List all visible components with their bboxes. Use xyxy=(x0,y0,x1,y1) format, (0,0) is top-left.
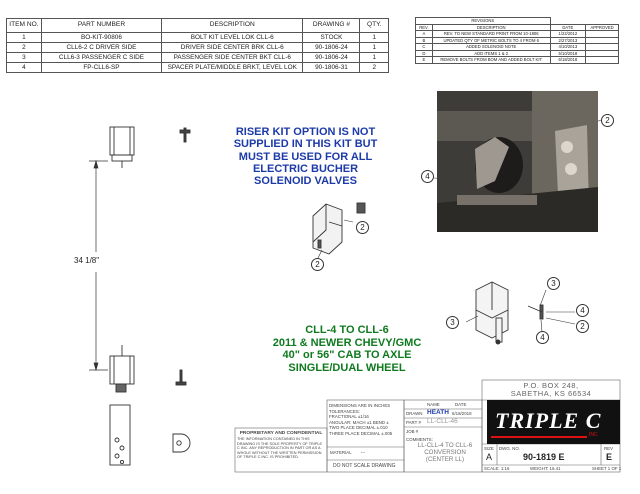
parts-table-cell: 1 xyxy=(360,43,389,53)
revision-cell: REMOVE BOLTS FROM BOM AND ADDED BOLT KIT xyxy=(432,57,550,64)
company-logo xyxy=(487,400,620,444)
do-not-scale: DO NOT SCALE DRAWING xyxy=(333,463,396,469)
header-qty: QTY. xyxy=(360,19,389,33)
balloon-photo-left: 4 xyxy=(421,170,434,183)
sheet-text: SHEET 1 OF 1 xyxy=(592,466,622,471)
parts-table-cell: 2 xyxy=(360,63,389,73)
proprietary-text: THE INFORMATION CONTAINED IN THIS DRAWING IS THE SOLE PROPERTY OF TRIPLE C INC. ANY REPRODUCTION IN PART OR AS A WHOLE WITHOUT THE WRITTEN PERMISSION OF TRIPLE C INC. IS PROHIBITED. xyxy=(237,437,323,460)
dwg-no-label: DWG. NO. xyxy=(499,446,520,451)
revision-cell: C xyxy=(416,44,433,51)
parts-table-cell: BOLT KIT LEVEL LOK CLL-6 xyxy=(162,33,303,43)
revision-cell: A xyxy=(416,31,433,38)
header-part-number: PART NUMBER xyxy=(41,19,161,33)
header-description: DESCRIPTION xyxy=(162,19,303,33)
balloon-assembly-right-top: 4 xyxy=(576,304,589,317)
tolerance-line: TOLERANCES: xyxy=(329,408,360,414)
parts-table-cell: STOCK xyxy=(303,33,360,43)
revision-cell: E xyxy=(416,57,433,64)
rev-label: REV xyxy=(604,446,614,451)
revision-title: REVISIONS xyxy=(416,18,551,25)
tolerance-line: TWO PLACE DECIMAL ±.010 xyxy=(329,425,388,431)
parts-table-cell: 1 xyxy=(7,33,42,43)
parts-table-cell: BO-KIT-90806 xyxy=(41,33,161,43)
material-value: --- xyxy=(360,450,366,455)
revision-cell: 2/27/2013 xyxy=(550,37,586,44)
bottom-bolt-drawing xyxy=(176,370,186,385)
revision-cell: UPDATED QTY OF METRIC BOLTS TO 4 FROM 6 xyxy=(432,37,550,44)
rev-header-rev: REV. xyxy=(416,24,433,31)
riser-note-line-4: ELECTRIC BUCHER xyxy=(252,162,359,175)
rev-header-description: DESCRIPTION xyxy=(432,24,550,31)
rev-value: E xyxy=(606,452,613,462)
installation-photo xyxy=(437,91,598,232)
riser-note-line-2: SUPPLIED IN THIS KIT BUT xyxy=(233,138,378,151)
revision-cell: B xyxy=(416,37,433,44)
company-address xyxy=(482,382,620,398)
parts-table-cell: 3 xyxy=(7,53,42,63)
part-label: PART # xyxy=(406,420,421,425)
balloon-assembly-left: 3 xyxy=(446,316,459,329)
top-bolt-drawing xyxy=(180,128,190,142)
parts-table-cell: CLL6-2 C DRIVER SIDE xyxy=(41,43,161,53)
date-label: DATE xyxy=(455,402,467,407)
tolerance-line: DIMENSIONS ARE IN INCHES xyxy=(329,403,391,408)
drawing-title-line: LL-CLL-4 TO CLL-6 xyxy=(417,442,473,449)
material-row xyxy=(330,450,365,455)
proprietary-title: PROPRIETARY AND CONFIDENTIAL xyxy=(239,431,323,436)
drawing-title xyxy=(410,442,480,463)
parts-table-cell: 4 xyxy=(7,63,42,73)
revision-cell: 5/10/2018 xyxy=(550,50,586,57)
address-line-2: SABETHA, KS 66534 xyxy=(510,389,592,398)
balloon-photo-right: 2 xyxy=(601,114,614,127)
revision-cell: 4/10/2013 xyxy=(550,44,586,51)
parts-table-cell: SPACER PLATE/MIDDLE BRKT, LEVEL LOK xyxy=(162,63,303,73)
application-note xyxy=(258,324,436,374)
material-label: MATERIAL xyxy=(330,450,352,455)
revision-cell: 1/22/2012 xyxy=(550,31,586,38)
proprietary-block xyxy=(237,431,325,460)
tolerance-line: ANGULAR: MACH ±1 BEND ± xyxy=(329,419,389,425)
revision-cell: D xyxy=(416,50,433,57)
top-bracket-drawing xyxy=(110,127,134,168)
scale-text: SCALE: 1:16 xyxy=(484,466,510,471)
riser-note-line-1: RISER KIT OPTION IS NOT xyxy=(235,126,376,138)
drawn-date: 6/18/2018 xyxy=(452,411,472,416)
application-note-line-1: CLL-4 TO CLL-6 xyxy=(305,324,389,336)
balloon-riser-bottom: 2 xyxy=(311,258,324,271)
dimension-line xyxy=(89,161,108,370)
revision-cell: ADD ITEMS 1 & 2 xyxy=(432,50,550,57)
parts-table-cell: PASSENGER SIDE CENTER BKT CLL-6 xyxy=(162,53,303,63)
balloon-assembly-top: 3 xyxy=(547,277,560,290)
header-item-no: ITEM NO. xyxy=(7,19,42,33)
dimension-label: 34 1/8" xyxy=(74,256,100,265)
company-suffix: INC xyxy=(589,432,598,438)
size-label: SIZE xyxy=(484,446,494,451)
drawing-title-line: (CENTER LL) xyxy=(425,456,465,463)
tolerance-block xyxy=(329,403,402,437)
parts-table-cell: DRIVER SIDE CENTER BRK CLL-6 xyxy=(162,43,303,53)
tolerance-line: THREE PLACE DECIMAL ±.005 xyxy=(329,430,393,436)
parts-table-cell: 90-1806-31 xyxy=(303,63,360,73)
parts-table-cell: FP-CLL6-SP xyxy=(41,63,161,73)
balloon-riser-top: 2 xyxy=(356,221,369,234)
photo-illustration xyxy=(437,91,598,232)
drawn-name: HEATH xyxy=(427,409,449,416)
rev-header-date: DATE xyxy=(550,24,586,31)
balloon-assembly-bottom: 4 xyxy=(536,331,549,344)
job-label: JOB # xyxy=(406,429,419,434)
revision-cell: REV. TO NEW STANDARD PRINT FROM 10-1806 xyxy=(432,31,550,38)
company-name: TRIPLE C xyxy=(495,408,602,433)
parts-table-cell: 90-1806-24 xyxy=(303,43,360,53)
drawn-label: DRAWN xyxy=(406,411,423,416)
parts-table-cell: CLL6-3 PASSENGER C SIDE xyxy=(41,53,161,63)
application-note-line-2: 2011 & NEWER CHEVY/GMC xyxy=(272,336,422,349)
small-part-drawing xyxy=(173,434,190,452)
bottom-bracket-drawing xyxy=(110,345,134,392)
size-value: A xyxy=(486,452,493,462)
part-value: LL-CLL-46 xyxy=(427,418,458,425)
riser-note-line-5: SOLENOID VALVES xyxy=(254,175,357,188)
rev-header-approved: APPROVED xyxy=(586,24,619,31)
parts-table-cell: 2 xyxy=(7,43,42,53)
logo-underline xyxy=(491,436,587,438)
application-note-line-3: 40" or 56" CAB TO AXLE xyxy=(282,349,412,362)
name-label: NAME xyxy=(427,402,440,407)
parts-table-cell: 1 xyxy=(360,53,389,63)
application-note-line-4: SINGLE/DUAL WHEEL xyxy=(288,361,406,374)
parts-table-cell: 90-1806-24 xyxy=(303,53,360,63)
tolerance-line: FRACTIONAL ±1/16 xyxy=(329,414,369,420)
assembly-drawing xyxy=(476,282,543,344)
weight-text: WEIGHT: 16.41 xyxy=(530,466,561,471)
spacer-plate-drawing xyxy=(110,405,130,465)
revision-cell: ADDED SOLENOID NOTE xyxy=(432,44,550,51)
address-line-1: P.O. BOX 248, xyxy=(523,381,579,390)
dwg-no-value: 90-1819 E xyxy=(523,452,565,462)
drawing-title-line: CONVERSION xyxy=(424,449,466,456)
riser-kit-note xyxy=(222,126,389,187)
parts-table-cell: 1 xyxy=(360,33,389,43)
comments-label: COMMENTS: xyxy=(406,437,433,442)
riser-note-line-3: MUST BE USED FOR ALL xyxy=(238,150,373,163)
header-drawing: DRAWING # xyxy=(303,19,360,33)
balloon-assembly-right-bottom: 2 xyxy=(576,320,589,333)
revision-cell: 6/18/2018 xyxy=(550,57,586,64)
